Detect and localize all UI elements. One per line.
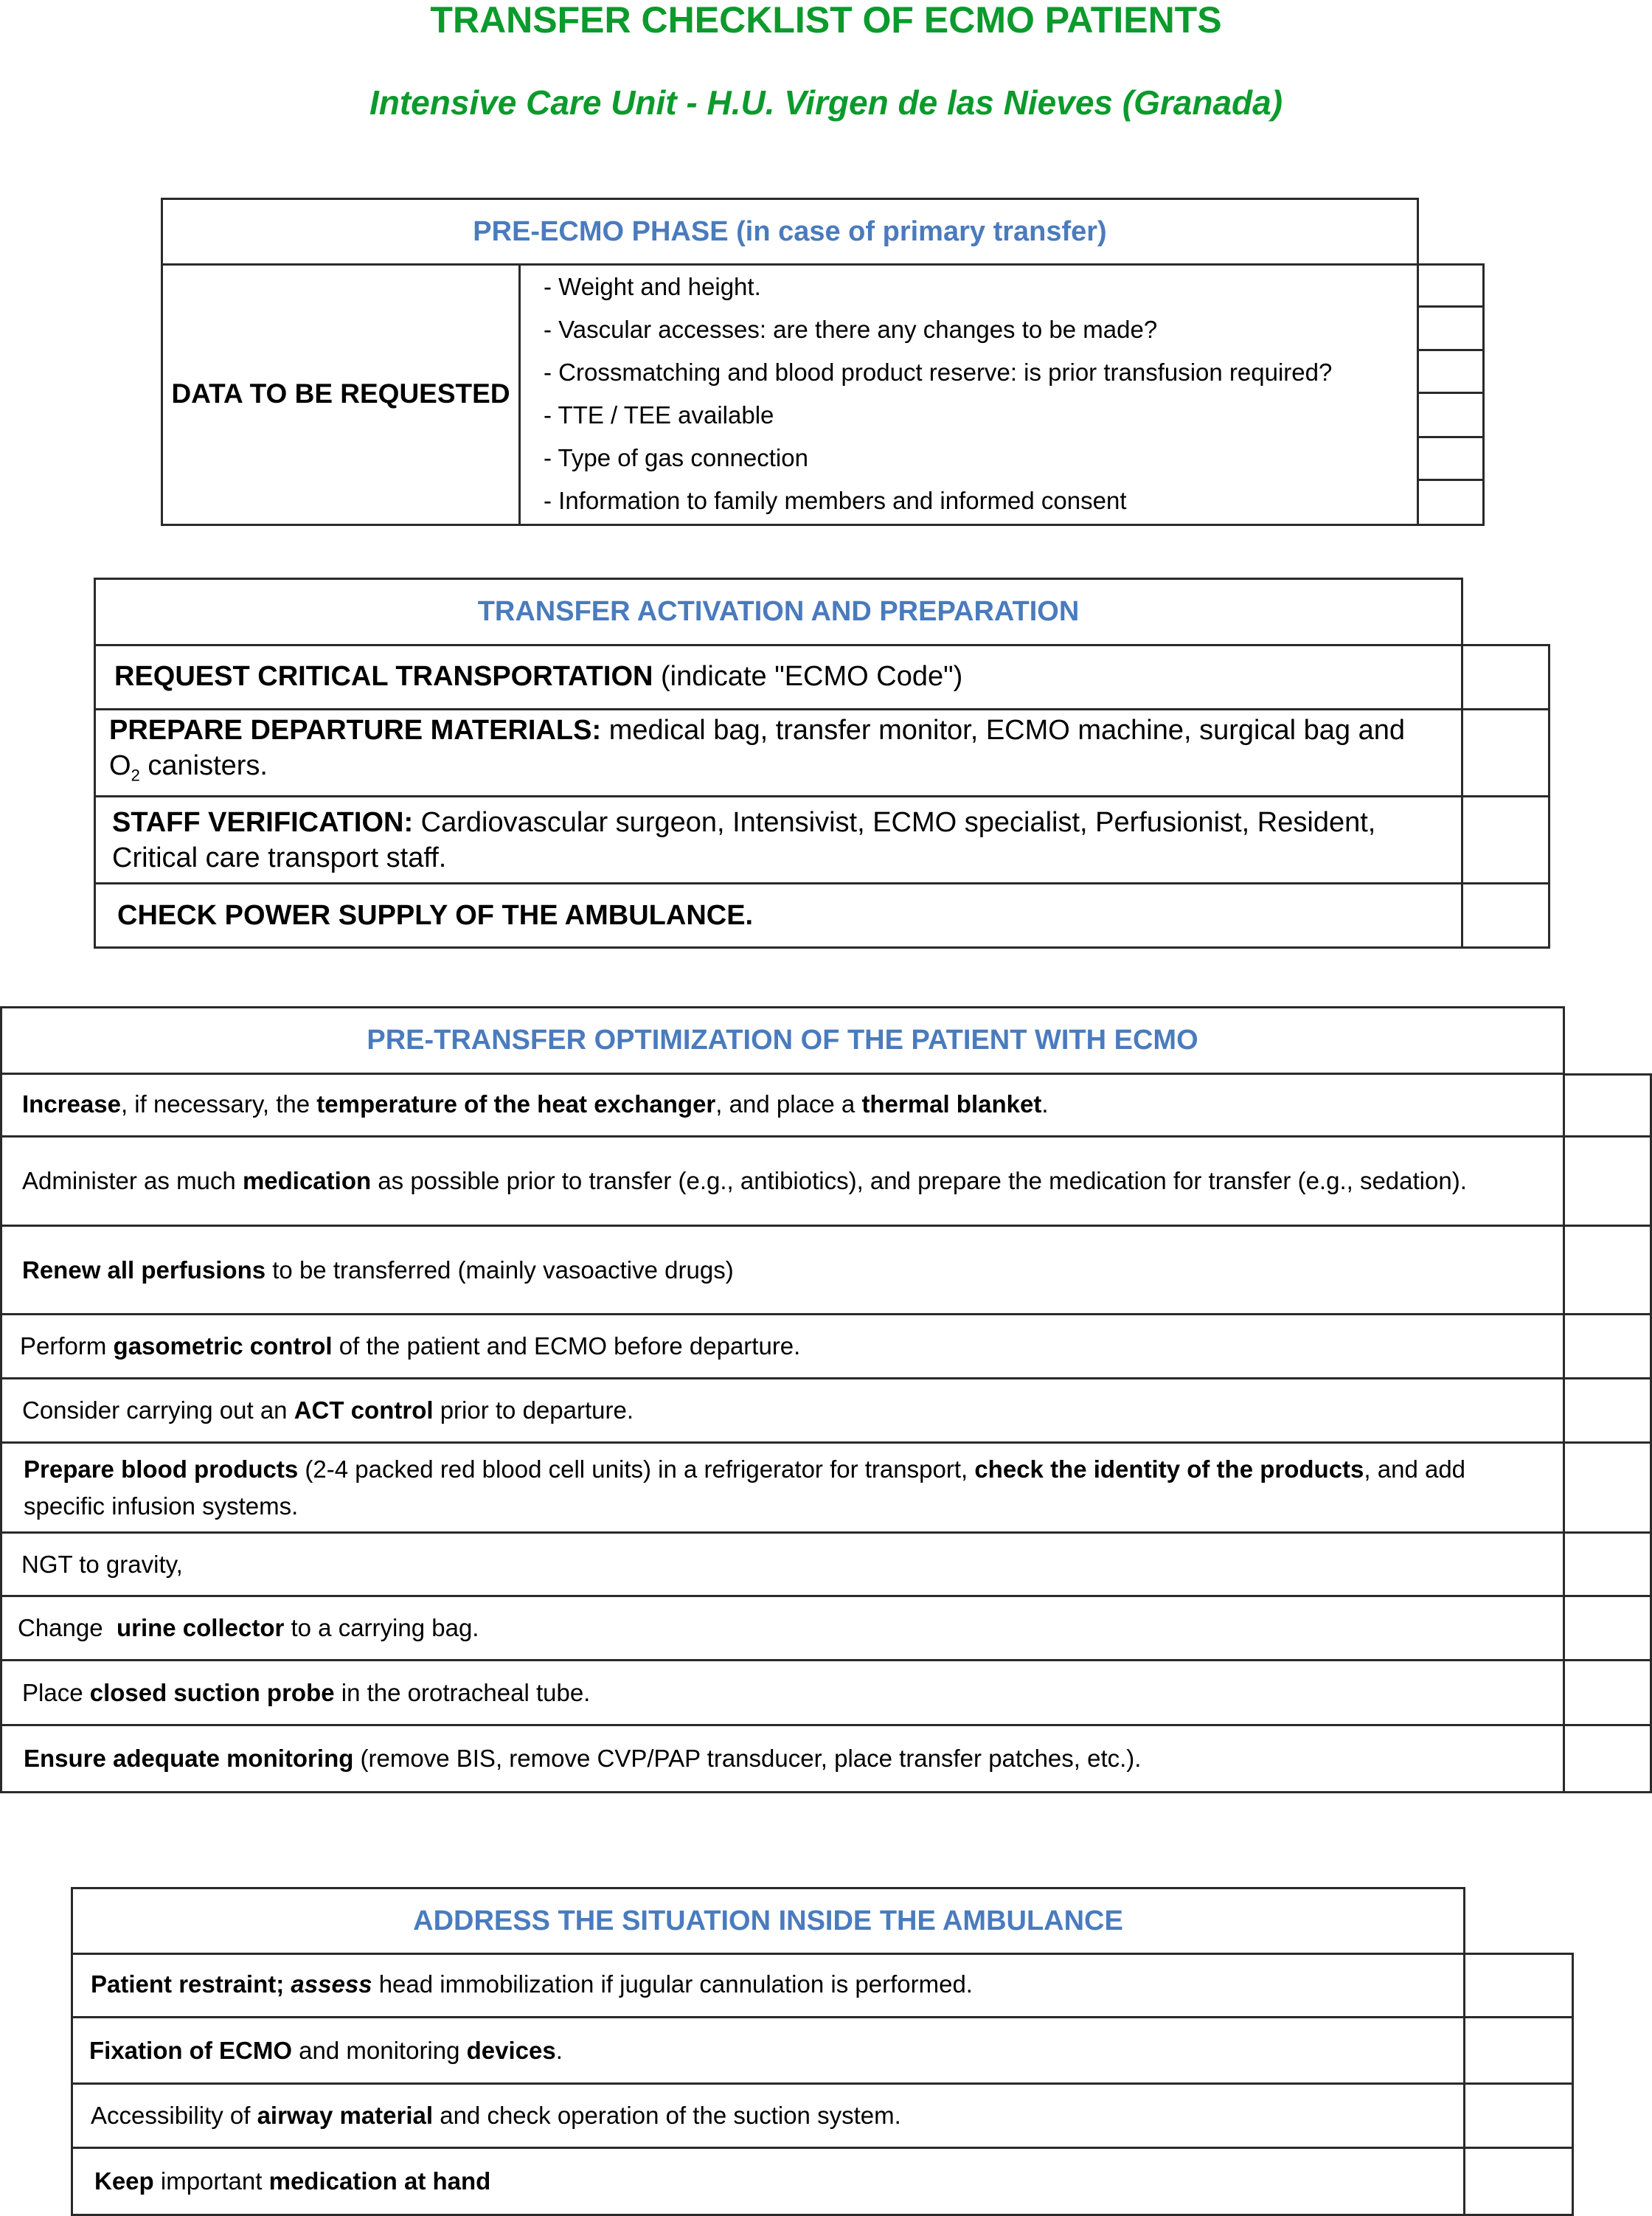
table-row: Prepare blood products (2-4 packed red blood cell units) in a refrigerator for transport, check the identity of the products, and add specific infusion systems.: [0, 1444, 1565, 1534]
checkbox[interactable]: [1563, 1444, 1652, 1534]
table-row: REQUEST CRITICAL TRANSPORTATION (indicate "ECMO Code"): [94, 644, 1463, 710]
checkbox[interactable]: [1563, 1726, 1652, 1793]
checkbox[interactable]: [1563, 1534, 1652, 1597]
checkbox[interactable]: [1461, 797, 1550, 884]
checkbox[interactable]: [1563, 1661, 1652, 1726]
table-row: CHECK POWER SUPPLY OF THE AMBULANCE.: [94, 884, 1463, 949]
checkbox[interactable]: [1417, 394, 1485, 438]
list-item: - Crossmatching and blood product reserve: is prior transfusion required?: [544, 359, 1333, 386]
checkbox[interactable]: [1563, 1597, 1652, 1661]
table-row: Place closed suction probe in the orotracheal tube.: [0, 1661, 1565, 1726]
list-item: - Weight and height.: [544, 273, 761, 300]
table-row: NGT to gravity,: [0, 1534, 1565, 1597]
table-row: Fixation of ECMO and monitoring devices.: [71, 2018, 1465, 2085]
section-header: ADDRESS THE SITUATION INSIDE THE AMBULANCE: [71, 1887, 1465, 1955]
checkbox[interactable]: [1461, 710, 1550, 797]
section-header: TRANSFER ACTIVATION AND PREPARATION: [94, 578, 1463, 646]
table-row: Administer as much medication as possible prior to transfer (e.g., antibiotics), and prepare the medication for transfer (e.g., sedation).: [0, 1138, 1565, 1227]
section-header: PRE-ECMO PHASE (in case of primary transfer): [161, 198, 1419, 266]
list-item: - Type of gas connection: [544, 444, 808, 471]
document-title: TRANSFER CHECKLIST OF ECMO PATIENTS: [430, 0, 1222, 41]
list-item: - TTE / TEE available: [544, 401, 774, 429]
checkbox[interactable]: [1417, 263, 1485, 308]
checkbox[interactable]: [1563, 1073, 1652, 1138]
list-item: - Information to family members and informed consent: [544, 487, 1127, 514]
row-label-data-to-be-requested: DATA TO BE REQUESTED: [161, 263, 521, 526]
checkbox[interactable]: [1563, 1379, 1652, 1444]
table-row: Change urine collector to a carrying bag.: [0, 1597, 1565, 1661]
checkbox[interactable]: [1563, 1315, 1652, 1379]
checkbox[interactable]: [1417, 351, 1485, 394]
table-row: Ensure adequate monitoring (remove BIS, remove CVP/PAP transducer, place transfer patches, etc.).: [0, 1726, 1565, 1793]
list-item: - Vascular accesses: are there any changes to be made?: [544, 316, 1158, 343]
checkbox[interactable]: [1463, 2085, 1574, 2149]
table-row: Increase, if necessary, the temperature of the heat exchanger, and place a thermal blanket.: [0, 1073, 1565, 1138]
checkbox[interactable]: [1563, 1138, 1652, 1227]
checkbox[interactable]: [1417, 308, 1485, 351]
table-row: STAFF VERIFICATION: Cardiovascular surgeon, Intensivist, ECMO specialist, Perfusionist, Resident, Critical care transport staff.: [94, 797, 1463, 884]
checkbox[interactable]: [1461, 884, 1550, 949]
checkbox[interactable]: [1417, 438, 1485, 481]
document-subtitle: Intensive Care Unit - H.U. Virgen de las Nieves (Granada): [369, 83, 1283, 122]
section-header: PRE-TRANSFER OPTIMIZATION OF THE PATIENT WITH ECMO: [0, 1006, 1565, 1075]
checkbox[interactable]: [1461, 644, 1550, 710]
table-row: Perform gasometric control of the patient and ECMO before departure.: [0, 1315, 1565, 1379]
checkbox[interactable]: [1563, 1227, 1652, 1315]
item-bold: REQUEST CRITICAL TRANSPORTATION: [114, 660, 653, 692]
table-row: Consider carrying out an ACT control prior to departure.: [0, 1379, 1565, 1444]
checkbox[interactable]: [1463, 2018, 1574, 2085]
table-row: Patient restraint; assess head immobilization if jugular cannulation is performed.: [71, 1953, 1465, 2018]
table-row: Accessibility of airway material and check operation of the suction system.: [71, 2085, 1465, 2149]
checkbox[interactable]: [1463, 1953, 1574, 2018]
checkbox[interactable]: [1417, 481, 1485, 526]
table-row: PREPARE DEPARTURE MATERIALS: medical bag, transfer monitor, ECMO machine, surgical bag and $O_2$ canisters.: [94, 710, 1463, 797]
checkbox[interactable]: [1463, 2149, 1574, 2216]
table-row: Keep important medication at hand: [71, 2149, 1465, 2216]
table-row: Renew all perfusions to be transferred (mainly vasoactive drugs): [0, 1227, 1565, 1315]
